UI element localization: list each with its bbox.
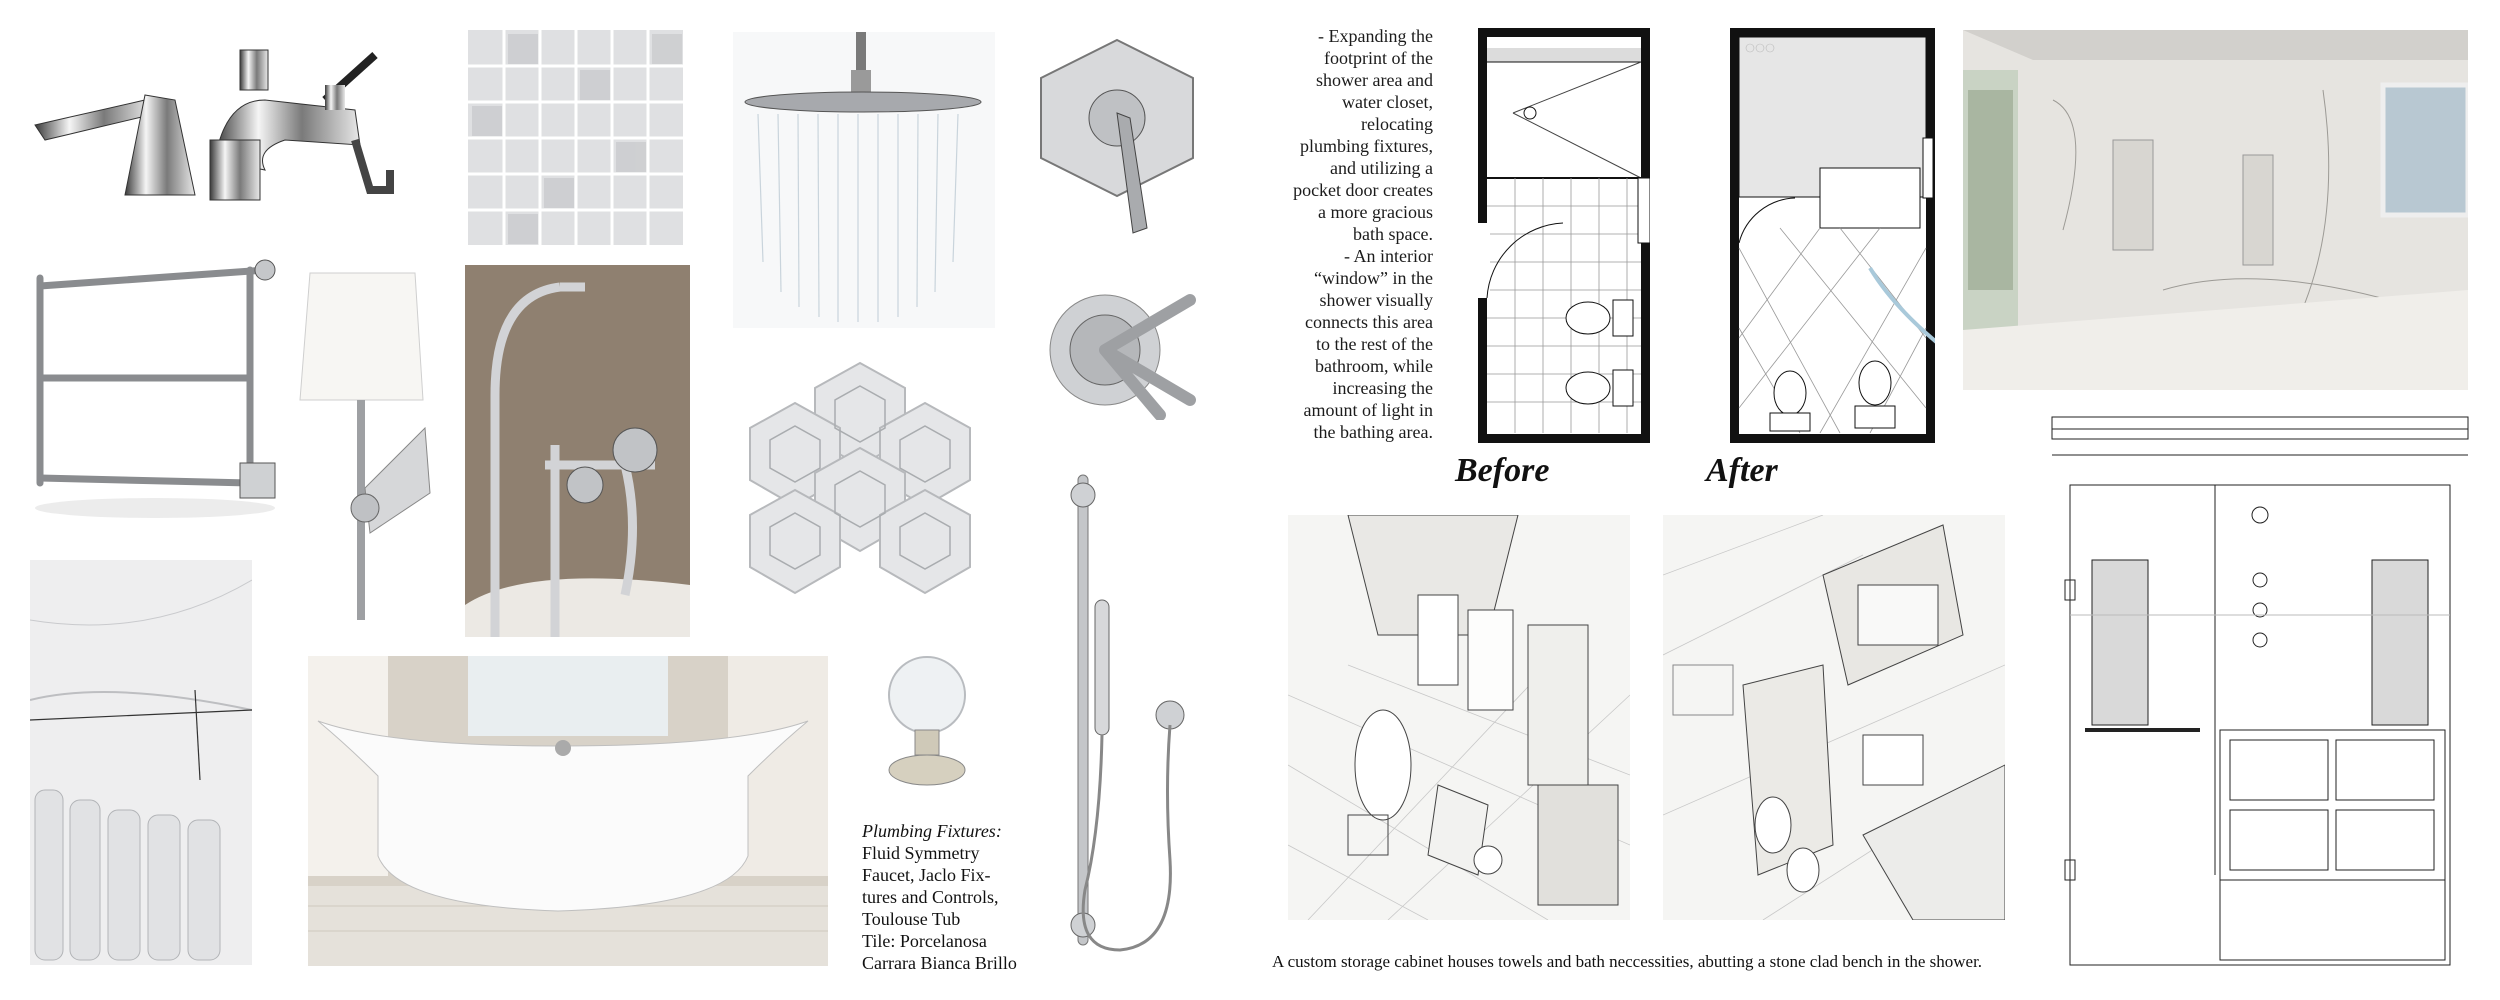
fixtures-line: Toulouse Tub (862, 909, 961, 929)
description-line: increasing the (1332, 378, 1433, 398)
fixtures-heading: Plumbing Fixtures: (862, 821, 1002, 841)
description-line: “window” in the (1314, 268, 1433, 288)
description-line: shower area and (1316, 70, 1433, 90)
wall-sconce-photo (295, 268, 435, 623)
before-label: Before (1455, 452, 1550, 489)
hex-marble-tile (725, 358, 995, 598)
square-marble-tile (468, 30, 683, 245)
before-floor-plan (1478, 28, 1650, 443)
freestanding-tub-photo (308, 656, 828, 966)
description-line: plumbing fixtures, (1300, 136, 1433, 156)
hex-lever-control (1035, 38, 1200, 238)
description-line: - Expanding the (1318, 26, 1433, 46)
description-line: connects this area (1305, 312, 1433, 332)
description-line: amount of light in (1303, 400, 1433, 420)
bottom-caption: A custom storage cabinet houses towels and bath neccessities, abutting a stone clad bench in the shower. (1272, 952, 1983, 971)
shower-elevation-drawing (2050, 415, 2470, 970)
fixtures-line: Faucet, Jaclo Fix- (862, 865, 991, 885)
towel-warmer-photo (25, 258, 290, 523)
fixtures-line: Carrara Bianca Brillo (862, 953, 1017, 973)
crystal-knob-photo (880, 655, 975, 790)
fixtures-line: Fluid Symmetry (862, 843, 980, 863)
faucet-photo (25, 40, 415, 210)
design-description (1255, 25, 1433, 443)
description-line: water closet, (1342, 92, 1433, 112)
description-line: footprint of the (1324, 48, 1433, 68)
description-line: a more gracious (1318, 202, 1433, 222)
description-line: shower visually (1319, 290, 1433, 310)
fixtures-line: tures and Controls, (862, 887, 999, 907)
description-line: and utilizing a (1330, 158, 1433, 178)
before-3d-render (1288, 515, 1630, 920)
carrara-marble-slab (30, 560, 252, 965)
rain-shower-photo (733, 32, 995, 328)
description-line: relocating (1361, 114, 1433, 134)
fixtures-line: Tile: Porcelanosa (862, 931, 987, 951)
description-line: - An interior (1344, 246, 1433, 266)
handshower-slide-bar (1040, 470, 1200, 965)
after-3d-render (1663, 515, 2005, 920)
description-line: bath space. (1353, 224, 1433, 244)
cross-handle-control (1040, 285, 1200, 420)
description-line: bathroom, while (1315, 356, 1433, 376)
description-line: pocket door creates (1293, 180, 1433, 200)
after-floor-plan (1730, 28, 1935, 443)
tub-filler-photo (465, 265, 690, 637)
finished-shower-photo (1963, 30, 2468, 390)
fixtures-caption (862, 820, 1042, 974)
description-line: to the rest of the (1316, 334, 1433, 354)
after-label: After (1706, 452, 1778, 489)
description-line: the bathing area. (1313, 422, 1433, 442)
